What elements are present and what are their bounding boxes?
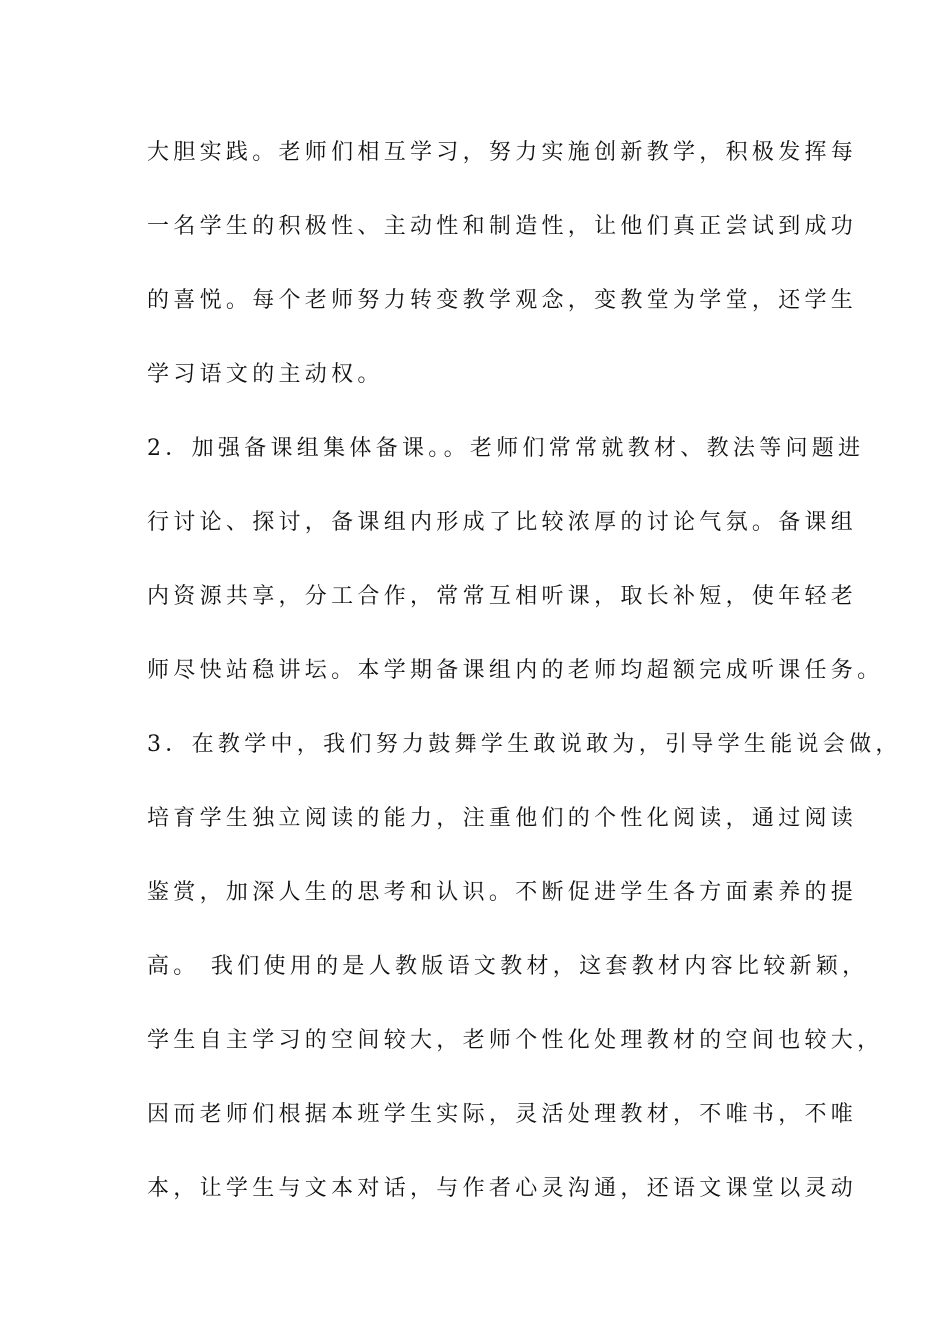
text-line: 高。 我们使用的是人教版语文教材，这套教材内容比较新颖， xyxy=(147,954,869,979)
text-line: 师尽快站稳讲坛。本学期备课组内的老师均超额完成听课任务。 xyxy=(147,658,884,683)
text-line: 培育学生独立阅读的能力，注重他们的个性化阅读，通过阅读 xyxy=(147,806,858,831)
text-line: 内资源共享，分工合作，常常互相听课，取长补短，使年轻老 xyxy=(147,584,858,609)
text-line: 因而老师们根据本班学生实际，灵活处理教材，不唯书，不唯 xyxy=(147,1102,858,1127)
text-line: 2．加强备课组集体备课。。老师们常常就教材、教法等问题进 xyxy=(147,436,865,461)
text-line: 学习语文的主动权。 xyxy=(147,362,384,387)
text-line: 的喜悦。每个老师努力转变教学观念，变教堂为学堂，还学生 xyxy=(147,288,858,313)
text-line: 一名学生的积极性、主动性和制造性，让他们真正尝试到成功 xyxy=(147,214,858,239)
text-line: 本，让学生与文本对话，与作者心灵沟通，还语文课堂以灵动 xyxy=(147,1176,858,1201)
text-line: 学生自主学习的空间较大，老师个性化处理教材的空间也较大， xyxy=(147,1028,884,1053)
text-line: 鉴赏，加深人生的思考和认识。不断促进学生各方面素养的提 xyxy=(147,880,858,905)
text-line: 3．在教学中，我们努力鼓舞学生敢说敢为，引导学生能说会做， xyxy=(147,732,902,757)
text-line: 大胆实践。老师们相互学习，努力实施创新教学，积极发挥每 xyxy=(147,140,858,165)
text-line: 行讨论、探讨，备课组内形成了比较浓厚的讨论气氛。备课组 xyxy=(147,510,858,535)
